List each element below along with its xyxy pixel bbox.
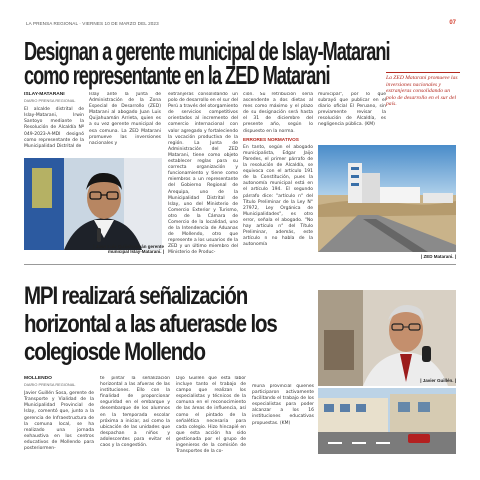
story2-col1-text: Javier Guillén Sosa, gerente de Transporte y Vialidad de la Municipalidad Provincial de Islay, comentó que, junto a la gerencia de Infraestructura de la comuna local, se ha realizado una jornada exhaustiva en los centros educativos de Mollendo para posteriormen- xyxy=(24,391,94,452)
story1-column-4 xyxy=(243,92,313,258)
story2-column-3: Dijo Guillén que esta labor incluye tanto el trabajo de campo que realizan los especialistas y técnicos de la comuna en el reconocimiento de las áreas de influencia, así como el pintado de la señalética necesaria para cada colegio. Hizo hincapié en que esta acción ha sido gestionada por el grupo de ingenieros de la comisión de Transportes de la co- xyxy=(176,376,246,455)
photo1-caption: | Juan Luis Quijahuamán gerente municipal Islay-Matarani. | xyxy=(93,244,164,255)
story1-headline-line1: Designan a gerente municipal de Islay-Matarani xyxy=(24,36,390,66)
page-number: 07 xyxy=(449,20,456,26)
story1-kicker: La ZED Matarani promueve las inversiones nacionales y extranjeras consolidando un polo de desarrollo en el sur del país. xyxy=(386,72,460,108)
street-illustration xyxy=(318,388,456,454)
story1-col1-text: El alcalde distrital de Islay-Matarani, Irwin Santoyo mediante la Resolución de Alcaldía Nº 049-2023-A-MDI designó como representante de la Municipalidad Distrital de xyxy=(24,107,84,149)
school-street-photo xyxy=(318,388,456,454)
story1-byline-sub: DIARIO PRENSA REGIONAL xyxy=(24,98,76,104)
story2-headline-line2: horizontal a las afuerasde los xyxy=(24,310,277,338)
photo3-caption: | Javier Guillén. | xyxy=(420,378,456,383)
story2-headline-line1: MPI realizará señalización xyxy=(24,282,248,310)
story2-column-4: muna provincial quienes participaron activamente facilitando el trabajo de los especialistas para poder alcanzar a los 16 instituciones educativas propuestas. (KM) xyxy=(252,384,314,426)
zed-aerial-illustration xyxy=(318,145,456,252)
story-divider xyxy=(24,264,456,265)
page-header xyxy=(26,21,456,29)
portrait2-illustration xyxy=(318,290,456,386)
story1-section-heading: ERRORES NORMATIVOS xyxy=(243,136,299,142)
story2-byline: MOLLENDO xyxy=(24,376,52,381)
story2-column-2: te pintar la señalización horizontal a las afueras de las instituciones. Ello con la finalidad de proporcionar seguridad en el embarque y desembarque de los alumnos en la temporada escolar próxima a iniciar, así como la ubicación de las unidades que despachan a niños y adolescentes para evitar el caos y la congestión. xyxy=(100,376,170,449)
portrait-photo-javier-guillen xyxy=(318,290,456,386)
story1-column-5: municipal", por lo que subrayó que publicar en el diario oficial El Peruano, sin previamente revisar la resolución de Alcaldía, es negligencia pública. (KM) xyxy=(318,92,386,128)
newspaper-date-line: LA PRENSA REGIONAL · VIERNES 10 DE MARZO DEL 2023 xyxy=(26,21,159,26)
portrait-illustration xyxy=(24,158,162,250)
story1-col4b-text: En tanto, según el abogado municipalista, Edgar Jaijo Paredes, el primer párrafo de la resolución de Alcaldía, se equivoca con el artículo 191 de la Constitución, pues la autonomía municipal está en el artículo 194. El segundo párrafo dice: "artículo n° del Título Preliminar de la Ley N° 27972, Ley Orgánica de Municipalidades", es otro error, señala el abogado. "No hay artículo n° del Título Preliminar, además, este artículo n no habla de la autonomía xyxy=(243,144,313,248)
story1-column-2: Islay ante la Junta de Administración de la Zona Especial de Desarrollo (ZED) Matarani al abogado Juan Luis Quijahuamán Arrieta, quien es a su vez gerente municipal de esa comuna. La ZED Matarani promueve las inversiones nacionales y xyxy=(89,92,161,146)
photo2-caption: | ZED Matarani. | xyxy=(420,254,456,259)
story1-col4a-text: ción. Su retribución sería ascendente a dos dietas al mes como máximo y el plazo de su designación será hasta el 31 de diciembre del presente año, según lo dispuesto en la norma. xyxy=(243,92,313,134)
zed-matarani-photo xyxy=(318,145,456,252)
story2-column-1 xyxy=(24,376,94,472)
story1-column-1 xyxy=(24,92,84,160)
story1-byline: ISLAY-MATARANI xyxy=(24,92,65,97)
story2-byline-sub: DIARIO PRENSA REGIONAL xyxy=(24,382,76,388)
story2-headline-line3: colegiosde Mollendo xyxy=(24,338,205,366)
story1-column-3: extranjeras consolidando un polo de desarrollo en el sur del Perú a través del otorgamiento de servicios competitivos orientados al incremento del comercio internacional con valor agregado y fortaleciendo la vocación productiva de la región. La Junta de Administración del ZED Matarani, tiene como objeto establecer reglas para su correcta organización y funcionamiento y tiene como miembros a un representante del Gobierno Regional de Arequipa, uno de la Municipalidad Distrital de Islay, uno del Ministerio de Comercio Exterior y Turismo, otro de la Cámara de Comercio de la localidad, uno de la Intendencia de Aduanas de Mollendo, otro que represente a los usuarios de la ZED y un último miembro del Ministerio de Produc- xyxy=(168,92,238,256)
story1-headline-line2: como representante en la ZED Matarani xyxy=(24,60,330,90)
portrait-photo-juan-luis xyxy=(24,158,162,250)
